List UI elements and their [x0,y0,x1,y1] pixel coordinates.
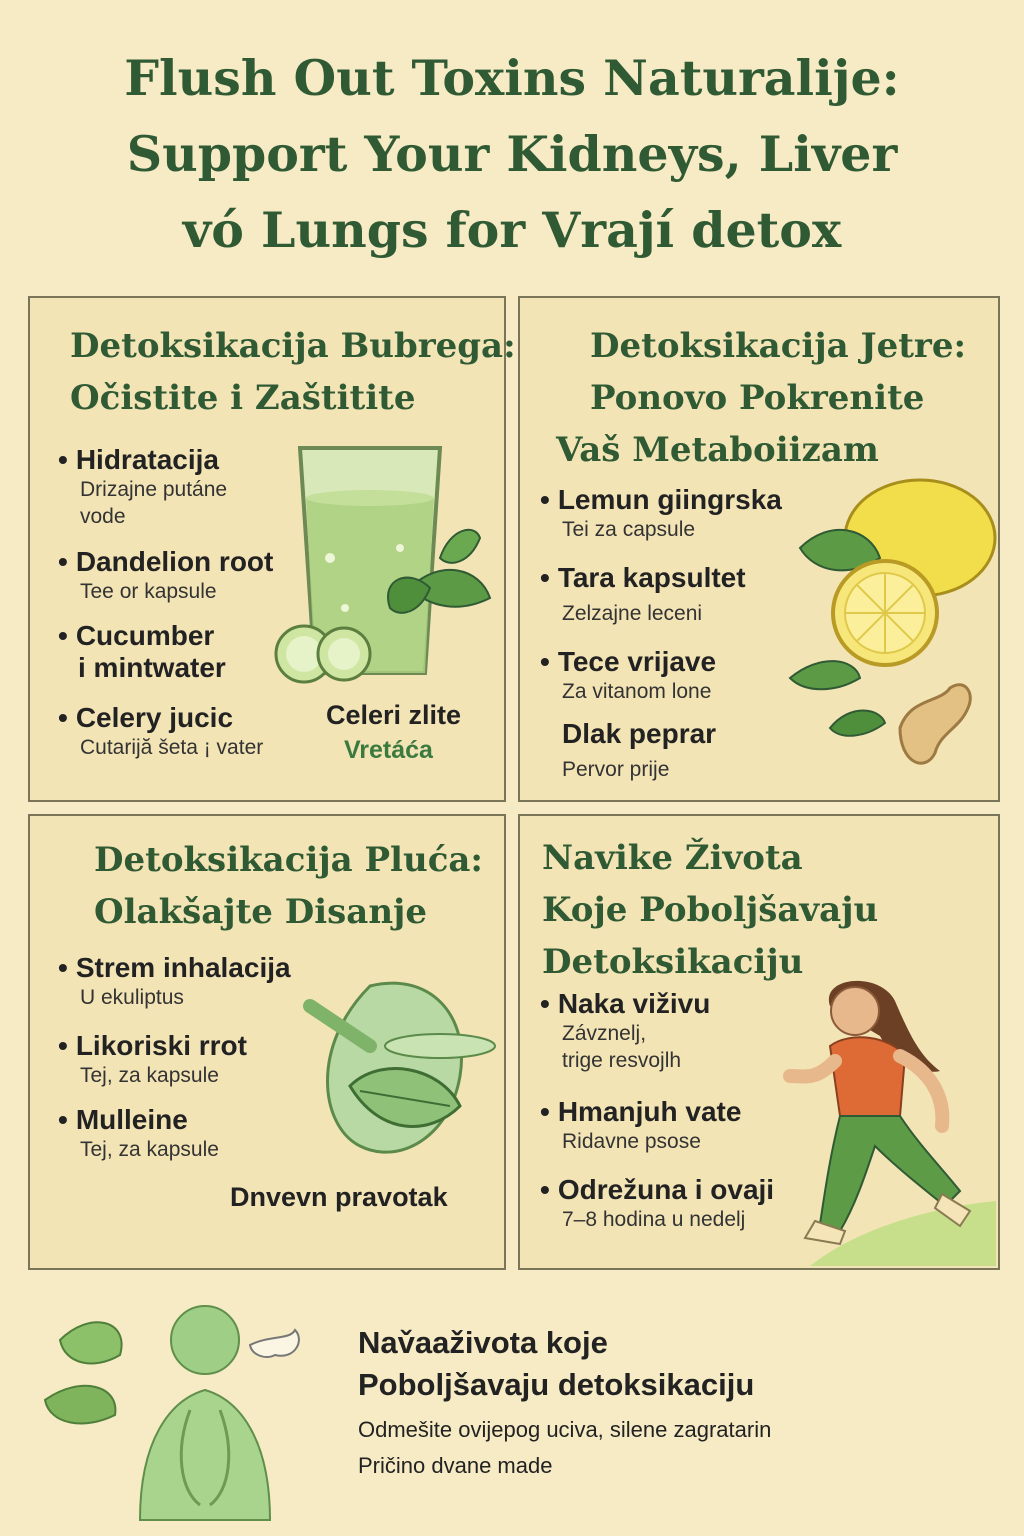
lungs-panel [28,814,506,1270]
item-sub: Cutarijă šeta ¡ vater [80,736,264,759]
liver-item-lemon [540,484,782,543]
kidney-title [70,320,516,424]
item-sub: Závznelj, [562,1022,647,1045]
liver-item-tara [540,562,746,627]
item-sub: Tei za capsule [562,518,696,541]
celery-green-label: Vretáća [344,736,433,764]
lungs-title-line-2: Olakšajte Disanje [94,892,427,932]
item-sub: vode [80,505,126,528]
daily-practice-label: Dnvevn pravotak [230,1182,448,1212]
page-title [0,40,1024,268]
item-heading: • Lemun giingrska [540,484,782,516]
item-sub: Pervor prije [562,758,670,781]
item-sub: Ridavne psose [562,1130,701,1153]
liver-item-pepper [540,718,716,783]
celery-label: Celeri zlite [326,700,462,730]
habits-title-line-3: Detoksikaciju [542,942,804,982]
item-heading: • Tara kapsultet [540,562,746,594]
liver-title-line-2: Ponovo Pokrenite [590,378,925,418]
kidney-item-cucumber [58,620,226,684]
footer-text-line-1: Odmešite ovijepog uciva, silene zagratarin [358,1417,772,1442]
item-heading: • Likoriski rrot [58,1030,247,1062]
kidney-title-line-2: Očistite i Zaštitite [70,378,416,418]
habits-panel [518,814,1000,1270]
lemon-ginger-icon [790,478,990,778]
lungs-item-mullein [58,1104,219,1163]
item-sub: U ekuliptus [80,986,184,1009]
footer-heading-line-2: Poboljšavaju detoksikaciju [358,1367,755,1402]
item-sub: Za vitanom lone [562,680,712,703]
liver-panel [518,296,1000,802]
liver-title [556,320,967,476]
item-sub: Zelzajne leceni [562,602,703,625]
title-line-3: vó Lungs for Vrají detox [182,201,842,259]
item-sub: trige resvojlh [562,1049,682,1072]
lungs-item-steam [58,952,291,1011]
liver-title-line-1: Detoksikacija Jetre: [590,326,967,366]
item-heading: • Odrežuna i ovaji [540,1174,774,1206]
item-sub: 7–8 hodina u nedelj [562,1208,746,1231]
breathing-person-icon [40,1300,310,1520]
item-heading-2: i mintwater [78,652,226,683]
habits-title [542,832,878,988]
title-line-1: Flush Out Toxins Naturalije: [124,49,900,107]
lungs-item-licorice [58,1030,247,1089]
kidney-item-celery [58,702,263,761]
item-heading: • Hmanjuh vate [540,1096,741,1128]
footer-heading [358,1322,754,1406]
item-heading: • Cucumber [58,620,226,652]
item-sub: Tej, za kapsule [80,1138,219,1161]
liver-title-line-3: Vaš Metaboiizam [556,430,879,470]
item-heading: • Strem inhalacija [58,952,291,984]
footer-text-line-2: Pričino dvane made [358,1453,553,1478]
habits-title-line-1: Navike Života [542,838,803,878]
item-heading: • Naka viživu [540,988,710,1020]
title-line-2: Support Your Kidneys, Liver [126,125,898,183]
item-sub: Tej, za kapsule [80,1064,219,1087]
running-woman-icon [770,976,996,1266]
liver-item-tece [540,646,716,705]
kidney-item-hydration [58,444,227,530]
item-heading: • Tece vrijave [540,646,716,678]
item-heading: • Dandelion root [58,546,273,578]
habits-title-line-2: Koje Poboljšavaju [542,890,879,930]
lungs-title [94,834,483,938]
kidney-panel [28,296,516,802]
item-heading: • Hidratacija [58,444,227,476]
item-sub: Drizajne putáne [80,478,228,501]
kidney-title-line-1: Detoksikacija Bubrega: [70,326,516,366]
item-sub: Tee or kapsule [80,580,217,603]
habits-item-nutrition [540,988,710,1074]
tea-leaf-icon [310,976,500,1176]
habits-item-sleep [540,1174,774,1233]
lungs-title-line-1: Detoksikacija Pluća: [94,840,483,880]
item-heading: Dlak peprar [562,718,717,749]
cucumber-slice-icon [274,618,384,688]
item-heading: • Celery jucic [58,702,263,734]
footer-text [358,1412,771,1484]
footer-heading-line-1: Nav̌aaživota koje [358,1325,608,1360]
habits-item-exercise [540,1096,741,1155]
kidney-item-dandelion [58,546,273,605]
item-heading: • Mulleine [58,1104,219,1136]
